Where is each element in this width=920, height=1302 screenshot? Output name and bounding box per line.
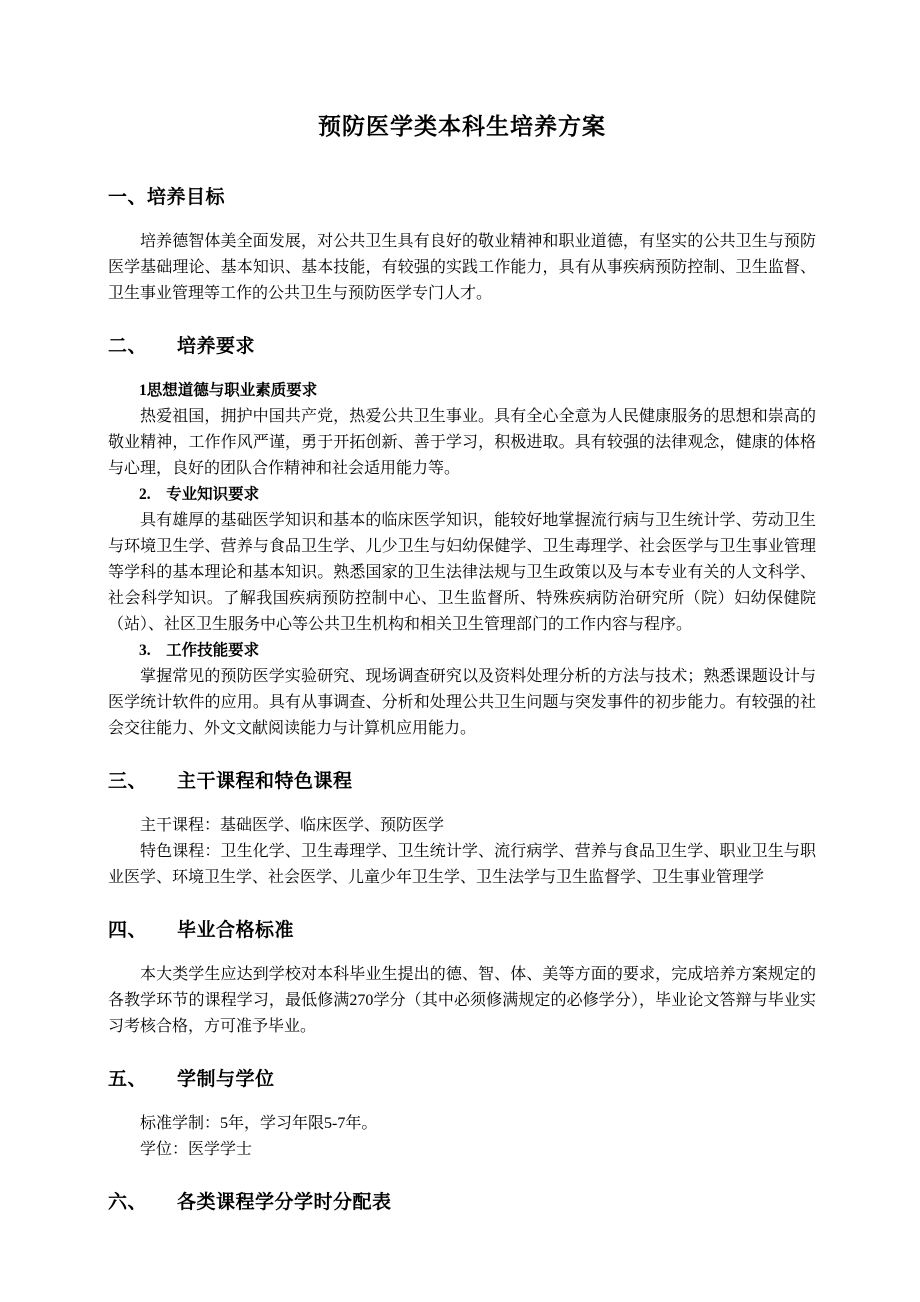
section-4-title: 毕业合格标准 xyxy=(177,920,295,941)
section-3-number: 三、 xyxy=(108,771,148,792)
section-1-paragraph: 培养德智体美全面发展，对公共卫生具有良好的敬业精神和职业道德，有坚实的公共卫生与预防医学基础理论、基本知识、基本技能，有较强的实践工作能力，具有从事疾病预防控制、卫生监督、卫生事业管理等工作的公共卫生与预防医学专门人才。 xyxy=(108,233,816,302)
section-6-title: 各类课程学分学时分配表 xyxy=(177,1192,392,1213)
section-5-schooling-length: 标准学制：5年，学习年限5-7年。 xyxy=(140,1115,378,1132)
section-1-title: 培养目标 xyxy=(147,187,226,208)
section-2-number: 二、 xyxy=(108,336,148,357)
section-4-paragraph: 本大类学生应达到学校对本科毕业生提出的德、智、体、美等方面的要求，完成培养方案规定的各教学环节的课程学习，最低修满270学分（其中必须修满规定的必修学分），毕业论文答辩与毕业实习考核合格，方可准予毕业。 xyxy=(108,966,816,1035)
subsection-2-3-heading: 3. 工作技能要求 xyxy=(139,642,260,659)
section-2-heading xyxy=(108,333,816,360)
section-3-feature-courses: 特色课程：卫生化学、卫生毒理学、卫生统计学、流行病学、营养与食品卫生学、职业卫生与职业医学、环境卫生学、社会医学、儿童少年卫生学、卫生法学与卫生监督学、卫生事业管理学 xyxy=(108,843,816,886)
section-1-heading xyxy=(108,184,816,211)
section-6-number: 六、 xyxy=(108,1192,148,1213)
subsection-2-2-heading: 2. 专业知识要求 xyxy=(139,486,260,503)
section-3-core-courses: 主干课程：基础医学、临床医学、预防医学 xyxy=(140,817,445,834)
section-5-number: 五、 xyxy=(108,1069,148,1090)
section-1-number: 一、 xyxy=(108,187,148,208)
section-5-title: 学制与学位 xyxy=(177,1069,275,1090)
subsection-2-2-paragraph: 具有雄厚的基础医学知识和基本的临床医学知识，能较好地掌握流行病与卫生统计学、劳动卫生与环境卫生学、营养与食品卫生学、儿少卫生与妇幼保健学、卫生毒理学、社会医学与卫生事业管理等学科的基本理论和基本知识。熟悉国家的卫生法律法规与卫生政策以及与本专业有关的人文科学、社会科学知识。了解我国疾病预防控制中心、卫生监督所、特殊疾病防治研究所（院）妇幼保健院（站）、社区卫生服务中心等公共卫生机构和相关卫生管理部门的工作内容与程序。 xyxy=(108,512,816,633)
section-5-degree: 学位：医学学士 xyxy=(140,1141,253,1158)
section-4-number: 四、 xyxy=(108,920,148,941)
subsection-2-1-heading: 1思想道德与职业素质要求 xyxy=(139,382,318,399)
section-4-heading xyxy=(108,917,816,944)
section-3-title: 主干课程和特色课程 xyxy=(177,771,353,792)
section-6-heading xyxy=(108,1189,816,1216)
subsection-2-1-paragraph: 热爱祖国，拥护中国共产党，热爱公共卫生事业。具有全心全意为人民健康服务的思想和崇高的敬业精神，工作作风严谨，勇于开拓创新、善于学习，积极进取。具有较强的法律观念，健康的体格与心理，良好的团队合作精神和社会适用能力等。 xyxy=(108,408,816,477)
section-5-heading xyxy=(108,1066,816,1093)
section-2-title: 培养要求 xyxy=(177,336,256,357)
document-title: 预防医学类本科生培养方案 xyxy=(318,113,606,139)
subsection-2-3-paragraph: 掌握常见的预防医学实验研究、现场调查研究以及资料处理分析的方法与技术；熟悉课题设计与医学统计软件的应用。具有从事调查、分析和处理公共卫生问题与突发事件的初步能力。有较强的社会交往能力、外文文献阅读能力与计算机应用能力。 xyxy=(108,668,816,737)
section-3-heading xyxy=(108,768,816,795)
